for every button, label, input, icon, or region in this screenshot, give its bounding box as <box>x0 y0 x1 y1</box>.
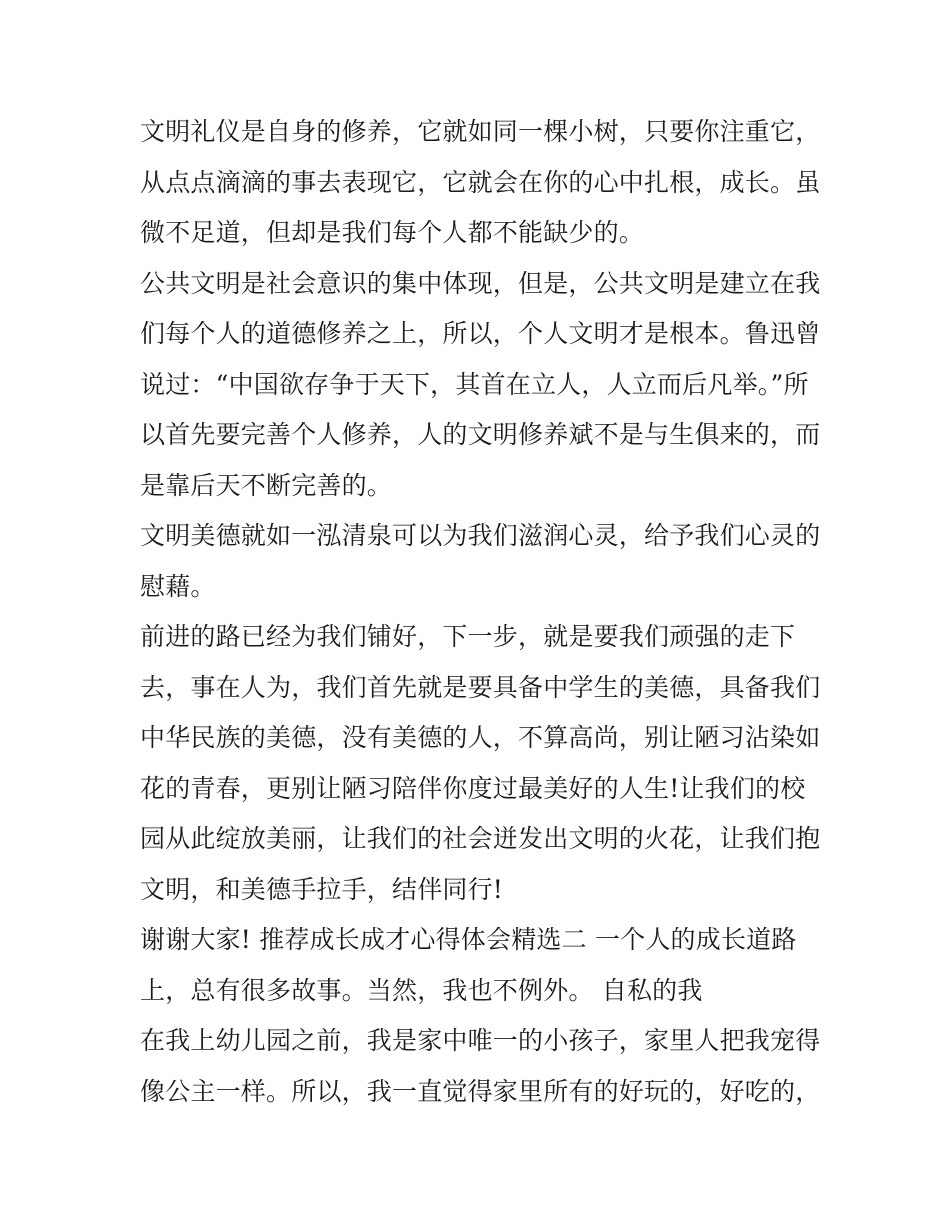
text-line: 中华民族的美德，没有美德的人，不算高尚，别让陋习沾染如 <box>140 723 821 752</box>
text-line: 上，总有很多故事。当然，我也不例外。 自私的我 <box>140 975 703 1005</box>
text-line: 公共文明是社会意识的集中体现，但是，公共文明是建立在我 <box>140 268 821 298</box>
text-line: 谢谢大家! 推荐成长成才心得体会精选二 一个人的成长道路 <box>140 925 797 954</box>
text-line: 文明美德就如一泓清泉可以为我们滋润心灵，给予我们心灵的 <box>140 521 821 550</box>
text-line: 从点点滴滴的事去表现它，它就会在你的心中扎根，成长。虽 <box>140 167 821 197</box>
text-line: 说过：“中国欲存争于天下，其首在立人，人立而后凡举。”所 <box>140 369 809 399</box>
text-line: 是靠后天不断完善的。 <box>140 470 393 500</box>
text-line: 文明，和美德手拉手，结伴同行! <box>140 874 504 904</box>
text-line: 在我上幼儿园之前，我是家中唯一的小孩子，家里人把我宠得 <box>140 1026 821 1055</box>
text-line: 前进的路已经为我们铺好，下一步，就是要我们顽强的走下 <box>140 622 796 651</box>
text-line: 微不足道，但却是我们每个人都不能缺少的。 <box>140 218 645 247</box>
text-line: 们每个人的道德修养之上，所以，个人文明才是根本。鲁迅曾 <box>140 319 821 348</box>
document-body-text <box>140 107 820 1117</box>
text-line: 慰藉。 <box>140 571 216 601</box>
text-line: 去，事在人为，我们首先就是要具备中学生的美德，具备我们 <box>140 672 821 702</box>
text-line: 园从此绽放美丽，让我们的社会迸发出文明的火花，让我们抱 <box>140 824 821 853</box>
text-line: 文明礼仪是自身的修养，它就如同一棵小树，只要你注重它， <box>140 117 821 146</box>
text-line: 像公主一样。所以，我一直觉得家里所有的好玩的，好吃的， <box>140 1076 821 1106</box>
text-line: 以首先要完善个人修养，人的文明修养斌不是与生俱来的，而 <box>140 420 821 449</box>
text-line: 花的青春，更别让陋习陪伴你度过最美好的人生!让我们的校 <box>140 773 806 803</box>
